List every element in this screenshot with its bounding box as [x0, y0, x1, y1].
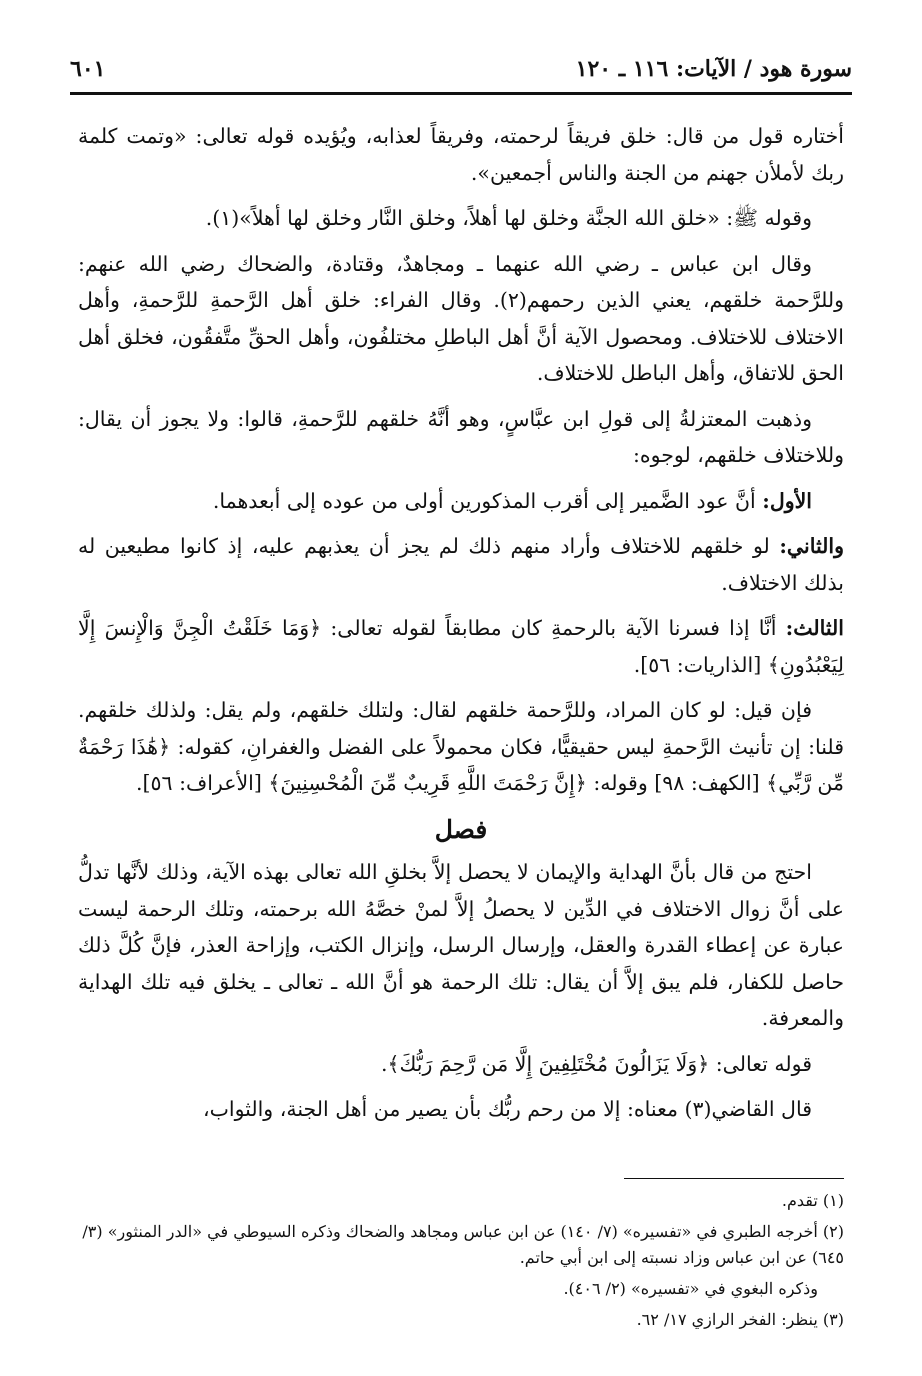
footnote-divider — [624, 1178, 844, 1179]
section-heading: فصل — [434, 814, 488, 844]
paragraph: قوله تعالى: ﴿وَلَا يَزَالُونَ مُخْتَلِفِينَ إِلَّا مَن رَّحِمَ رَبُّكَ﴾. — [381, 1051, 812, 1076]
paragraph: وذهبت المعتزلةُ إلى قولِ ابن عبَّاسٍ، وهو أنَّهُ خلقهم للرَّحمةِ، قالوا: ولا يجوز أن يقال: وللاختلاف خلقهم، لوجوه: — [78, 406, 844, 467]
point-text: أنَّ عود الضَّمير إلى أقرب المذكورين أولى من عوده إلى أبعدهما. — [212, 488, 756, 513]
point-label: الأول: — [762, 488, 812, 513]
paragraph: وقال ابن عباس ـ رضي الله عنهما ـ ومجاهدٌ، وقتادة، والضحاك رضي الله عنهم: وللرَّحمة خلقهم، يعني الذين رحمهم(٢). وقال الفراء: خلق أهل الرَّحمةِ للرَّحمةِ، وأهل الاختلاف للاختلاف. ومحصول الآية أنَّ أهل الباطلِ مختلفُون، وأهل الحقِّ متَّفقُون، فخلق أهل الحق للاتفاق، وأهل الباطل للاختلاف. — [78, 251, 844, 385]
paragraph — [78, 528, 844, 601]
point-text: أنَّا إذا فسرنا الآية بالرحمةِ كان مطابقاً لقوله تعالى: ﴿وَمَا خَلَقْتُ الْجِنَّ وَالْإِنسَ إِلَّا لِيَعْبُدُونِ﴾ [الذاريات: ٥٦]. — [78, 616, 844, 677]
footnotes — [78, 1188, 844, 1338]
point-label: الثالث: — [785, 616, 844, 640]
point-text: لو خلقهم للاختلاف وأراد منهم ذلك لم يجز أن يعذبهم عليه، إذ كانوا مطيعين له بذلك الاختلاف. — [78, 534, 844, 595]
paragraph — [78, 610, 844, 683]
footnote: (١) تقدم. — [781, 1191, 844, 1210]
paragraph — [78, 483, 844, 520]
running-header — [70, 52, 852, 95]
main-text — [78, 118, 844, 1137]
footnote-continuation: وذكره البغوي في «تفسيره» (٢/ ٤٠٦). — [563, 1279, 818, 1298]
paragraph: أختاره قول من قال: خلق فريقاً لرحمته، وفريقاً لعذابه، ويُؤيده قوله تعالى: «وتمت كلمة ربك لأملأن جهنم من الجنة والناس أجمعين». — [78, 124, 844, 185]
footnote: (٢) أخرجه الطبري في «تفسيره» (٧/ ١٤٠) عن ابن عباس ومجاهد والضحاك وذكره السيوطي في «الدر المنثور» (٣/ ٦٤٥) عن ابن عباس وزاد نسبته إلى ابن أبي حاتم. — [82, 1222, 844, 1267]
footnote: (٣) ينظر: الفخر الرازي ١٧/ ٦٢. — [636, 1310, 844, 1329]
point-label: والثاني: — [779, 534, 844, 558]
paragraph: احتج من قال بأنَّ الهداية والإيمان لا يحصل إلاَّ بخلقِ الله تعالى بهذه الآية، وذلك لأنَّها تدلُّ على أنَّ زوال الاختلاف في الدِّين لا يحصلُ إلاَّ لمنْ خصَّهُ الله برحمته، وتلك الرحمة ليست عبارة عن إعطاء القدرة والعقل، وإرسال الرسل، وإنزال الكتب، وإزاحة العذر، فإنَّ كُلَّ ذلك حاصل للكفار، فلم يبق إلاَّ أن يقال: تلك الرحمة هو أنَّ الله ـ تعالى ـ يخلق فيه تلك الهداية والمعرفة. — [78, 860, 844, 1030]
paragraph: قال القاضي(٣) معناه: إلا من رحم ربُّك بأن يصير من أهل الجنة، والثواب، — [202, 1097, 812, 1121]
paragraph: فإن قيل: لو كان المراد، وللرَّحمة خلقهم لقال: ولتلك خلقهم، ولم يقل: ولذلك خلقهم. قلنا: إن تأنيث الرَّحمةِ ليس حقيقيًّا، فكان محمولاً على الفضل والغفرانِ، كقوله: ﴿هَٰذَا رَحْمَةٌ مِّن رَّبِّي﴾ [الكهف: ٩٨] وقوله: ﴿إِنَّ رَحْمَتَ اللَّهِ قَرِيبٌ مِّنَ الْمُحْسِنِينَ﴾ [الأعراف: ٥٦]. — [78, 698, 844, 795]
paragraph: وقوله ﷺ: «خلق الله الجنَّة وخلق لها أهلاً، وخلق النَّار وخلق لها أهلاً»(١). — [205, 206, 812, 230]
header-title: سورة هود / الآيات: ١١٦ ـ ١٢٠ — [575, 56, 852, 82]
page-number: ٦٠١ — [70, 56, 106, 82]
